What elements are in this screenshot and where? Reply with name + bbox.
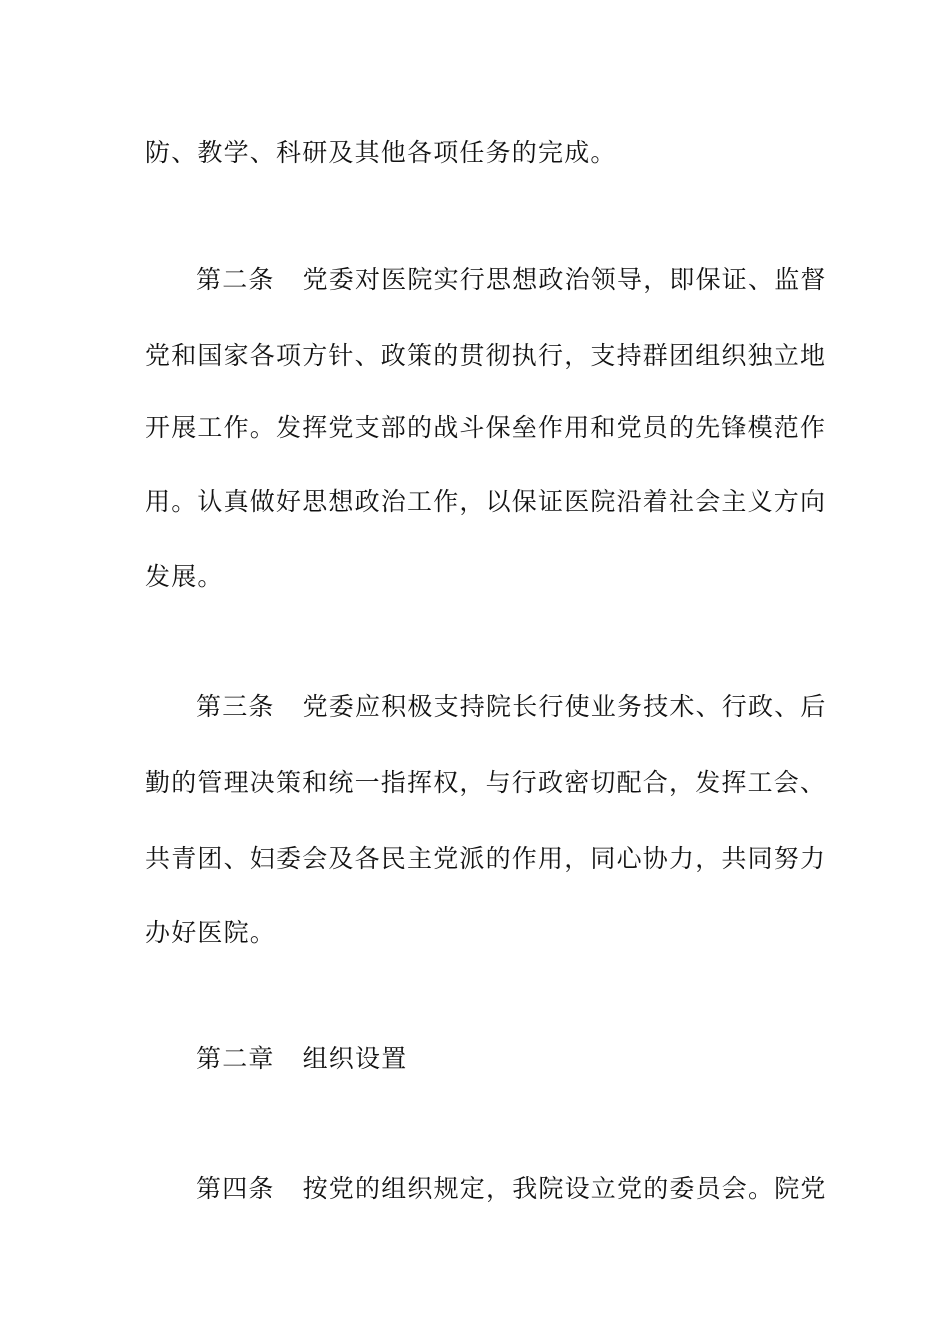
text-line: 发展。 (145, 562, 224, 591)
text-line: 按党的组织规定，我院设立党的委员会。院党 (302, 1174, 827, 1203)
text-line: 党委对医院实行思想政治领导，即保证、监督 (302, 265, 827, 294)
text-line: 办好医院。 (145, 918, 277, 947)
article-3-heading: 第三条 (196, 692, 275, 721)
article-2-first-line (196, 265, 876, 295)
article-4-heading: 第四条 (196, 1174, 275, 1203)
article-4-first-line (196, 1174, 876, 1204)
chapter-2-heading (196, 1044, 876, 1074)
text-line: 勤的管理决策和统一指挥权，与行政密切配合，发挥工会、 (145, 768, 827, 797)
text-line: 开展工作。发挥党支部的战斗保垒作用和党员的先锋模范作 (145, 413, 827, 442)
paragraph-line (145, 562, 825, 592)
paragraph-line (145, 487, 825, 517)
article-2-heading: 第二条 (196, 265, 275, 294)
text-line: 共青团、妇委会及各民主党派的作用，同心协力，共同努力 (145, 844, 827, 873)
paragraph-line (145, 341, 825, 371)
text-line: 党委应积极支持院长行使业务技术、行政、后 (302, 692, 827, 721)
paragraph-line (145, 138, 825, 168)
paragraph-line (145, 918, 825, 948)
chapter-title: 组织设置 (302, 1044, 408, 1073)
paragraph-line (145, 768, 825, 798)
text-line: 防、教学、科研及其他各项任务的完成。 (145, 138, 617, 167)
paragraph-line (145, 844, 825, 874)
chapter-number: 第二章 (196, 1044, 275, 1073)
text-line: 党和国家各项方针、政策的贯彻执行，支持群团组织独立地 (145, 341, 827, 370)
paragraph-line (145, 413, 825, 443)
article-3-first-line (196, 692, 876, 722)
text-line: 用。认真做好思想政治工作，以保证医院沿着社会主义方向 (145, 487, 827, 516)
